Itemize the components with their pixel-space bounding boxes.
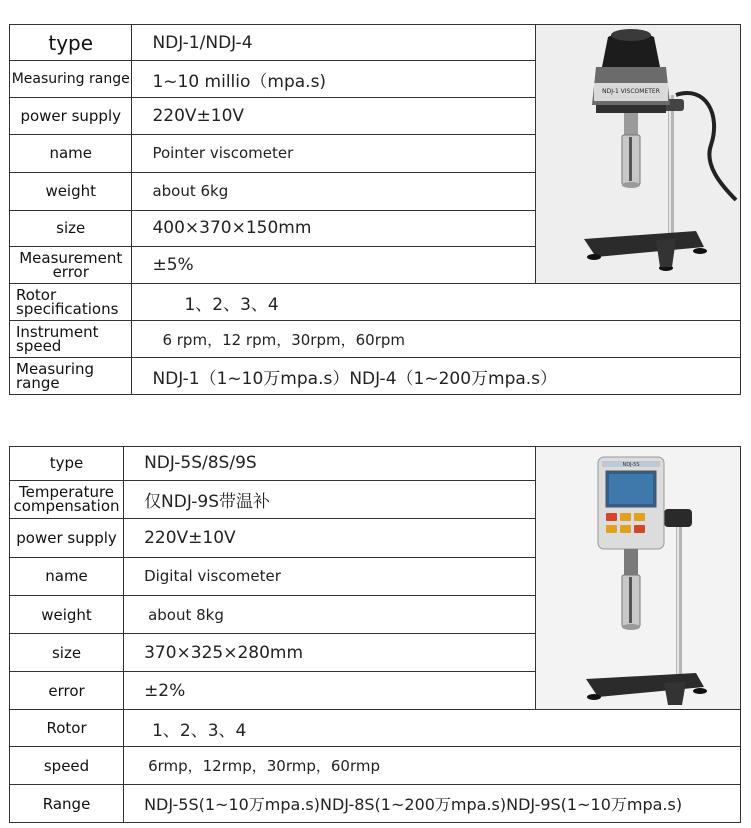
row-value: NDJ-1（1~10万mpa.s）NDJ-4（1~200万mpa.s）: [132, 358, 741, 395]
row-value: ±5%: [132, 246, 536, 283]
digital-viscometer-photo: [536, 447, 740, 709]
row-value: 370×325×280mm: [124, 633, 536, 672]
table-row: [10, 710, 741, 747]
row-value: NDJ-5S/8S/9S: [124, 447, 536, 481]
row-label: power supply: [10, 519, 124, 558]
row-value: 仅NDJ-9S带温补: [124, 480, 536, 519]
row-value: 220V±10V: [124, 519, 536, 558]
row-value: 1、2、3、4: [124, 710, 741, 747]
table-row: [10, 785, 741, 823]
table-row: [10, 447, 741, 481]
table-row: [10, 25, 741, 61]
row-label: weight: [10, 172, 132, 210]
row-label: power supply: [10, 98, 132, 135]
row-label: Rotor: [10, 710, 124, 747]
row-value: 220V±10V: [132, 98, 536, 135]
table-row: [10, 747, 741, 785]
product-photo-cell: [535, 25, 740, 284]
product-photo-cell: [535, 447, 740, 710]
row-label: Range: [10, 785, 124, 823]
row-value: Pointer viscometer: [132, 135, 536, 172]
row-label: size: [10, 210, 132, 246]
row-value: 1~10 millio（mpa.s): [132, 61, 536, 98]
row-value: about 8kg: [124, 596, 536, 634]
photo-label-text: NDJ-1 VISCOMETER: [602, 88, 660, 95]
row-label: name: [10, 135, 132, 172]
row-value: 6 rpm，12 rpm，30rpm，60rpm: [132, 321, 741, 358]
row-label: Measuring range: [10, 358, 132, 395]
row-label: type: [10, 447, 124, 481]
photo-label-text: NDJ-5S: [622, 462, 640, 468]
spec-table-ndj1: [9, 24, 741, 395]
row-value: 6rmp，12rmp，30rmp，60rmp: [124, 747, 741, 785]
row-label: size: [10, 633, 124, 672]
row-value: ±2%: [124, 672, 536, 710]
row-value: NDJ-5S(1~10万mpa.s)NDJ-8S(1~200万mpa.s)NDJ-9S(1~10万mpa.s): [124, 785, 741, 823]
table-row: [10, 321, 741, 358]
row-value: NDJ-1/NDJ-4: [132, 25, 536, 61]
row-value: 400×370×150mm: [132, 210, 536, 246]
row-label: speed: [10, 747, 124, 785]
row-value: 1、2、3、4: [132, 284, 741, 321]
row-value: about 6kg: [132, 172, 536, 210]
row-label: Measurement error: [10, 246, 132, 283]
table-row: [10, 284, 741, 321]
row-label: name: [10, 557, 124, 596]
row-label: Rotor specifications: [10, 284, 132, 321]
spec-table-ndj5s: [9, 446, 741, 823]
pointer-viscometer-photo: [536, 25, 740, 283]
row-label: Measuring range: [10, 61, 132, 98]
row-label: error: [10, 672, 124, 710]
row-value: Digital viscometer: [124, 557, 536, 596]
row-label: Temperature compensation: [10, 480, 124, 519]
row-label: type: [10, 25, 132, 61]
row-label: weight: [10, 596, 124, 634]
row-label: Instrument speed: [10, 321, 132, 358]
table-row: [10, 358, 741, 395]
